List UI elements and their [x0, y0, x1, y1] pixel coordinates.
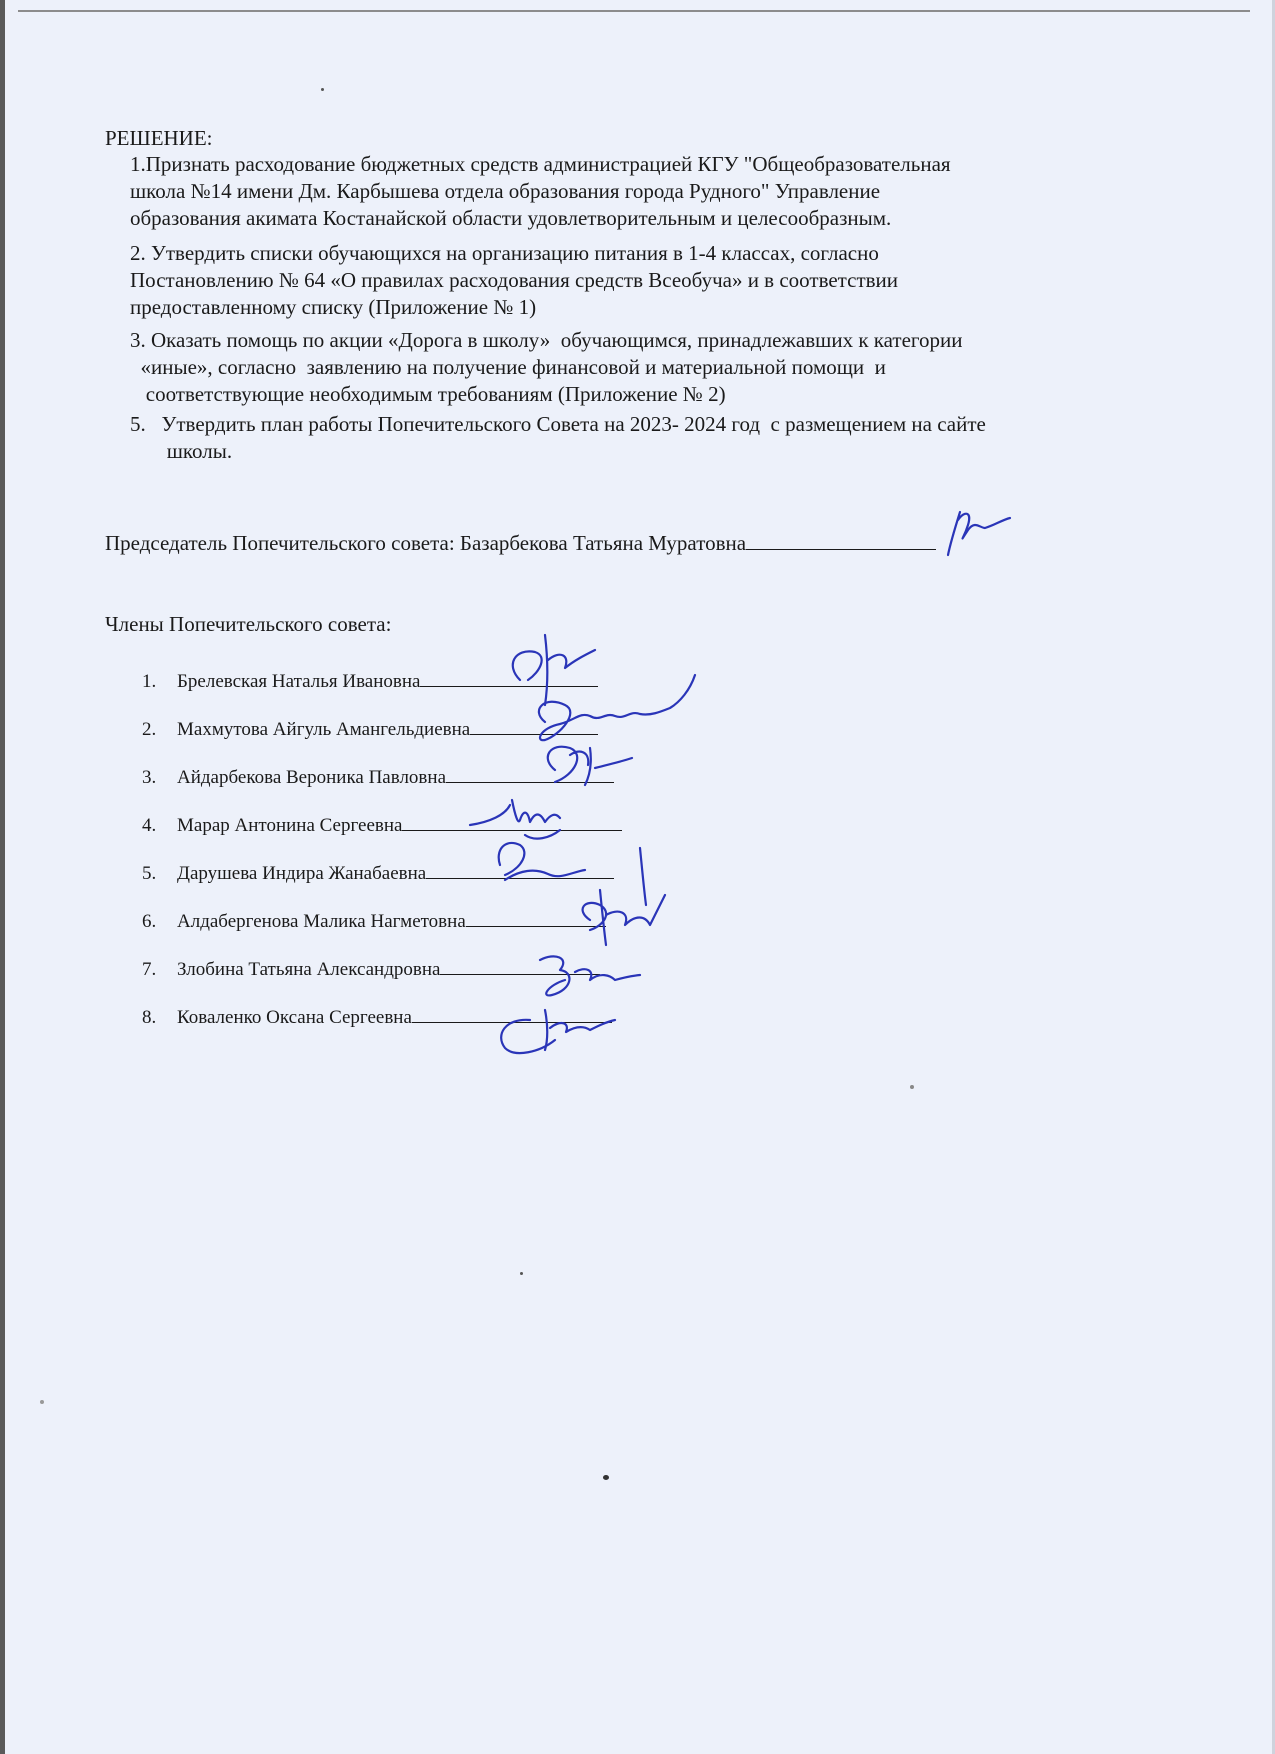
member-row-5 [142, 862, 614, 885]
member-row-8 [142, 1006, 612, 1029]
member-row-2 [142, 718, 598, 741]
member-number: 7. [142, 959, 157, 980]
member-number: 8. [142, 1007, 157, 1028]
member-name: Марар Антонина Сергеевна [177, 815, 403, 836]
member-name: Айдарбекова Вероника Павловна [177, 767, 447, 788]
chairman-sign-blank [746, 531, 936, 550]
scan-speck [321, 88, 324, 91]
member-sign-blank [440, 958, 600, 975]
member-row-1 [142, 670, 598, 693]
decision-item-1 [130, 151, 951, 232]
chairman-signature-line [105, 531, 936, 556]
member-number: 3. [142, 767, 157, 788]
member-name: Махмутова Айгуль Амангельдиевна [177, 719, 471, 740]
chairman-signature [948, 512, 1010, 555]
member-sign-blank [470, 718, 598, 735]
member-number: 4. [142, 815, 157, 836]
chairman-label: Председатель Попечительского совета: Базарбекова Татьяна Муратовна [105, 531, 747, 555]
member-sign-blank [446, 766, 614, 783]
scan-speck [603, 1475, 609, 1480]
decision-item-2-line-1: 2. Утвердить списки обучающихся на организацию питания в 1-4 классах, согласно [130, 241, 879, 265]
member-number: 5. [142, 863, 157, 884]
member-sign-blank [466, 910, 606, 927]
decision-item-2-line-3: предоставленному списку (Приложение № 1) [130, 295, 537, 319]
member-row-3 [142, 766, 614, 789]
decision-item-2-line-2: Постановлению № 64 «О правилах расходования средств Всеобуча» и в соответствии [130, 268, 899, 292]
member-row-7 [142, 958, 600, 981]
member-number: 6. [142, 911, 157, 932]
decision-item-2 [130, 240, 898, 321]
scan-border-top [18, 10, 1250, 12]
member-number: 1. [142, 671, 157, 692]
member-sign-blank [420, 670, 598, 687]
decision-item-3-line-1: 3. Оказать помощь по акции «Дорога в школу» обучающимся, принадлежавших к категории [130, 328, 963, 352]
decision-item-3-line-2: «иные», согласно заявлению на получение финансовой и материальной помощи и [130, 355, 886, 379]
decision-item-3-line-3: соответствующие необходимым требованиям (Приложение № 2) [130, 382, 726, 406]
member-name: Коваленко Оксана Сергеевна [177, 1007, 412, 1028]
scan-speck [40, 1400, 44, 1404]
decision-heading: РЕШЕНИЕ: [105, 126, 213, 150]
decision-item-1-line-1: 1.Признать расходование бюджетных средств администрацией КГУ "Общеобразовательная [130, 152, 951, 176]
decision-item-1-line-3: образования акимата Костанайской области удовлетворительным и целесообразным. [130, 206, 892, 230]
member-number: 2. [142, 719, 157, 740]
member-row-6 [142, 910, 606, 933]
member-name: Злобина Татьяна Александровна [177, 959, 441, 980]
scan-border-left [0, 0, 5, 1754]
decision-item-3 [130, 327, 963, 408]
decision-item-5-line-2: школы. [130, 439, 233, 463]
member-sign-blank [426, 862, 614, 879]
decision-item-5 [130, 411, 986, 465]
member-sign-blank [402, 814, 622, 831]
member-sign-blank [412, 1006, 612, 1023]
scan-speck [520, 1272, 523, 1275]
members-title: Члены Попечительского совета: [105, 612, 392, 636]
decision-item-1-line-2: школа №14 имени Дм. Карбышева отдела образования города Рудного" Управление [130, 179, 881, 203]
decision-item-5-line-1: 5. Утвердить план работы Попечительского Совета на 2023- 2024 год с размещением на сайте [130, 412, 986, 436]
member-row-4 [142, 814, 622, 837]
member-name: Брелевская Наталья Ивановна [177, 671, 421, 692]
member-name: Дарушева Индира Жанабаевна [177, 863, 427, 884]
scan-speck [910, 1085, 914, 1089]
member-name: Алдабергенова Малика Нагметовна [177, 911, 466, 932]
